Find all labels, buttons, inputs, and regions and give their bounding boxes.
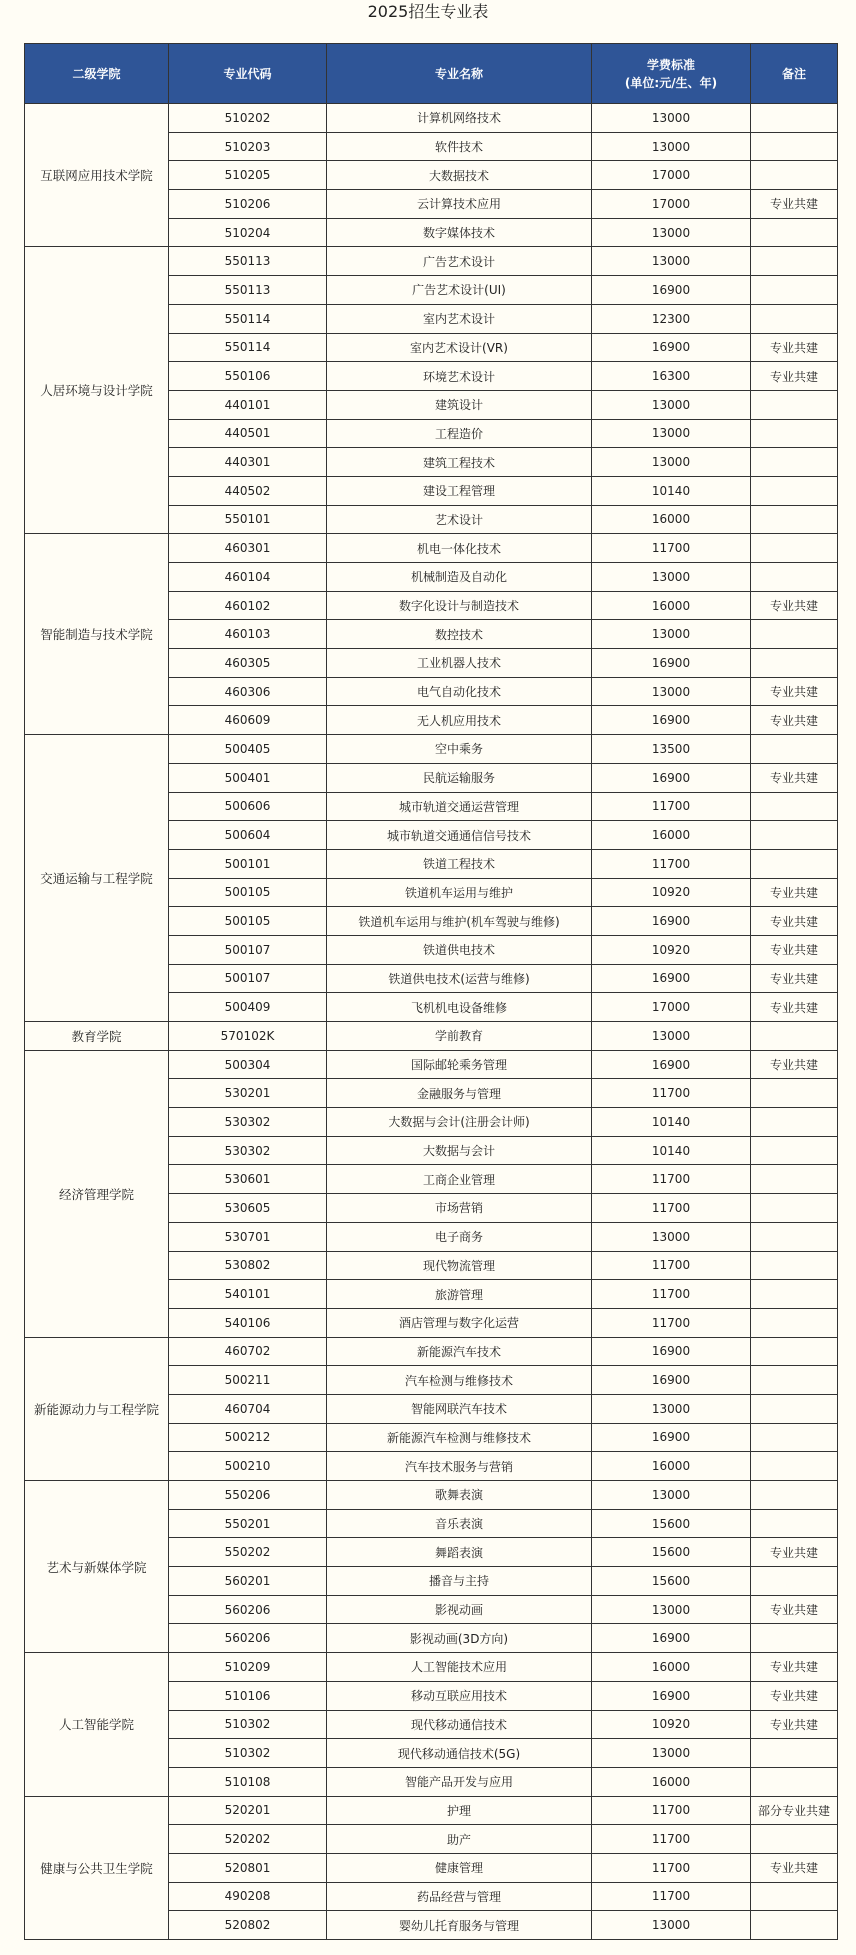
note-cell <box>751 218 838 247</box>
name-cell: 移动互联应用技术 <box>327 1681 592 1710</box>
note-cell <box>751 1481 838 1510</box>
majors-table <box>24 43 838 1940</box>
fee-cell: 16900 <box>592 333 751 362</box>
fee-cell: 16900 <box>592 1050 751 1079</box>
fee-cell: 16000 <box>592 1653 751 1682</box>
college-cell: 互联网应用技术学院 <box>25 104 169 247</box>
name-cell: 学前教育 <box>327 1022 592 1051</box>
note-cell <box>751 1022 838 1051</box>
name-cell: 影视动画 <box>327 1595 592 1624</box>
college-cell: 人工智能学院 <box>25 1653 169 1796</box>
code-cell: 490208 <box>169 1882 327 1911</box>
name-cell: 建筑设计 <box>327 390 592 419</box>
fee-cell: 13000 <box>592 218 751 247</box>
table-row <box>25 1022 838 1051</box>
code-cell: 500105 <box>169 878 327 907</box>
note-cell: 专业共建 <box>751 1595 838 1624</box>
fee-cell: 13000 <box>592 419 751 448</box>
code-cell: 550206 <box>169 1481 327 1510</box>
fee-cell: 11700 <box>592 1825 751 1854</box>
name-cell: 智能产品开发与应用 <box>327 1767 592 1796</box>
note-cell <box>751 476 838 505</box>
code-cell: 460301 <box>169 534 327 563</box>
code-cell: 460102 <box>169 591 327 620</box>
name-cell: 健康管理 <box>327 1853 592 1882</box>
code-cell: 500101 <box>169 849 327 878</box>
header-college: 二级学院 <box>25 44 169 104</box>
code-cell: 550201 <box>169 1509 327 1538</box>
code-cell: 460609 <box>169 706 327 735</box>
note-cell <box>751 132 838 161</box>
code-cell: 510302 <box>169 1739 327 1768</box>
fee-cell: 13000 <box>592 1022 751 1051</box>
fee-cell: 15600 <box>592 1567 751 1596</box>
fee-cell: 11700 <box>592 1308 751 1337</box>
code-cell: 560206 <box>169 1595 327 1624</box>
code-cell: 500105 <box>169 907 327 936</box>
name-cell: 汽车技术服务与营销 <box>327 1452 592 1481</box>
fee-cell: 10140 <box>592 476 751 505</box>
header-fee <box>592 44 751 104</box>
fee-cell: 11700 <box>592 1882 751 1911</box>
fee-cell: 13000 <box>592 390 751 419</box>
note-cell <box>751 735 838 764</box>
code-cell: 510106 <box>169 1681 327 1710</box>
note-cell <box>751 1165 838 1194</box>
name-cell: 建设工程管理 <box>327 476 592 505</box>
note-cell <box>751 1509 838 1538</box>
name-cell: 汽车检测与维修技术 <box>327 1366 592 1395</box>
code-cell: 440501 <box>169 419 327 448</box>
name-cell: 机电一体化技术 <box>327 534 592 563</box>
note-cell <box>751 1394 838 1423</box>
name-cell: 数字媒体技术 <box>327 218 592 247</box>
note-cell: 专业共建 <box>751 964 838 993</box>
name-cell: 大数据技术 <box>327 161 592 190</box>
name-cell: 工程造价 <box>327 419 592 448</box>
note-cell <box>751 649 838 678</box>
code-cell: 510206 <box>169 190 327 219</box>
note-cell <box>751 390 838 419</box>
fee-cell: 13000 <box>592 677 751 706</box>
name-cell: 环境艺术设计 <box>327 362 592 391</box>
code-cell: 500107 <box>169 964 327 993</box>
note-cell <box>751 1767 838 1796</box>
fee-cell: 10920 <box>592 1710 751 1739</box>
code-cell: 520802 <box>169 1911 327 1940</box>
name-cell: 新能源汽车技术 <box>327 1337 592 1366</box>
fee-cell: 11700 <box>592 1251 751 1280</box>
fee-cell: 16900 <box>592 1681 751 1710</box>
fee-cell: 16900 <box>592 649 751 678</box>
name-cell: 民航运输服务 <box>327 763 592 792</box>
college-cell: 新能源动力与工程学院 <box>25 1337 169 1480</box>
college-cell: 经济管理学院 <box>25 1050 169 1337</box>
college-cell: 艺术与新媒体学院 <box>25 1481 169 1653</box>
fee-cell: 16900 <box>592 1337 751 1366</box>
note-cell: 专业共建 <box>751 993 838 1022</box>
note-cell: 专业共建 <box>751 878 838 907</box>
name-cell: 铁道工程技术 <box>327 849 592 878</box>
college-cell: 健康与公共卫生学院 <box>25 1796 169 1939</box>
code-cell: 520202 <box>169 1825 327 1854</box>
name-cell: 金融服务与管理 <box>327 1079 592 1108</box>
code-cell: 530802 <box>169 1251 327 1280</box>
fee-cell: 11700 <box>592 534 751 563</box>
code-cell: 460702 <box>169 1337 327 1366</box>
fee-cell: 16000 <box>592 821 751 850</box>
note-cell <box>751 276 838 305</box>
name-cell: 广告艺术设计(UI) <box>327 276 592 305</box>
name-cell: 艺术设计 <box>327 505 592 534</box>
page-title: 2025招生专业表 <box>367 2 489 21</box>
note-cell: 专业共建 <box>751 591 838 620</box>
fee-cell: 13000 <box>592 1911 751 1940</box>
code-cell: 440301 <box>169 448 327 477</box>
note-cell <box>751 620 838 649</box>
name-cell: 数控技术 <box>327 620 592 649</box>
note-cell: 专业共建 <box>751 1710 838 1739</box>
code-cell: 500604 <box>169 821 327 850</box>
fee-cell: 16900 <box>592 1423 751 1452</box>
code-cell: 460306 <box>169 677 327 706</box>
table-row <box>25 1653 838 1682</box>
name-cell: 电子商务 <box>327 1222 592 1251</box>
code-cell: 500107 <box>169 935 327 964</box>
code-cell: 500211 <box>169 1366 327 1395</box>
header-code: 专业代码 <box>169 44 327 104</box>
name-cell: 助产 <box>327 1825 592 1854</box>
name-cell: 云计算技术应用 <box>327 190 592 219</box>
name-cell: 机械制造及自动化 <box>327 563 592 592</box>
name-cell: 铁道供电技术 <box>327 935 592 964</box>
fee-cell: 13000 <box>592 1595 751 1624</box>
note-cell <box>751 1194 838 1223</box>
fee-cell: 15600 <box>592 1509 751 1538</box>
code-cell: 520201 <box>169 1796 327 1825</box>
note-cell <box>751 849 838 878</box>
table-row <box>25 104 838 133</box>
name-cell: 大数据与会计 <box>327 1136 592 1165</box>
college-cell: 教育学院 <box>25 1022 169 1051</box>
code-cell: 460103 <box>169 620 327 649</box>
fee-cell: 17000 <box>592 161 751 190</box>
header-fee-line2: (单位:元/生、年) <box>624 75 718 90</box>
fee-cell: 13000 <box>592 1394 751 1423</box>
name-cell: 播音与主持 <box>327 1567 592 1596</box>
fee-cell: 16900 <box>592 964 751 993</box>
code-cell: 460305 <box>169 649 327 678</box>
code-cell: 550113 <box>169 247 327 276</box>
code-cell: 510302 <box>169 1710 327 1739</box>
code-cell: 570102K <box>169 1022 327 1051</box>
fee-cell: 16000 <box>592 1452 751 1481</box>
table-body <box>25 104 838 1940</box>
header-name: 专业名称 <box>327 44 592 104</box>
name-cell: 建筑工程技术 <box>327 448 592 477</box>
note-cell <box>751 161 838 190</box>
table-header-row <box>25 44 838 104</box>
fee-cell: 16000 <box>592 591 751 620</box>
fee-cell: 10920 <box>592 935 751 964</box>
code-cell: 500606 <box>169 792 327 821</box>
note-cell <box>751 534 838 563</box>
fee-cell: 11700 <box>592 1079 751 1108</box>
note-cell <box>751 1366 838 1395</box>
fee-cell: 16900 <box>592 706 751 735</box>
fee-cell: 11700 <box>592 1853 751 1882</box>
note-cell <box>751 1624 838 1653</box>
note-cell: 专业共建 <box>751 333 838 362</box>
note-cell: 专业共建 <box>751 763 838 792</box>
name-cell: 市场营销 <box>327 1194 592 1223</box>
code-cell: 530201 <box>169 1079 327 1108</box>
fee-cell: 16900 <box>592 276 751 305</box>
name-cell: 新能源汽车检测与维修技术 <box>327 1423 592 1452</box>
note-cell <box>751 1423 838 1452</box>
header-fee-line1: 学费标准 <box>646 57 695 72</box>
code-cell: 460704 <box>169 1394 327 1423</box>
note-cell: 专业共建 <box>751 1050 838 1079</box>
code-cell: 530701 <box>169 1222 327 1251</box>
table-row <box>25 1050 838 1079</box>
code-cell: 560206 <box>169 1624 327 1653</box>
code-cell: 530605 <box>169 1194 327 1223</box>
note-cell <box>751 1567 838 1596</box>
code-cell: 550101 <box>169 505 327 534</box>
note-cell <box>751 1452 838 1481</box>
college-cell: 人居环境与设计学院 <box>25 247 169 534</box>
name-cell: 护理 <box>327 1796 592 1825</box>
code-cell: 500212 <box>169 1423 327 1452</box>
note-cell <box>751 792 838 821</box>
code-cell: 510204 <box>169 218 327 247</box>
name-cell: 大数据与会计(注册会计师) <box>327 1108 592 1137</box>
code-cell: 510209 <box>169 1653 327 1682</box>
code-cell: 530601 <box>169 1165 327 1194</box>
code-cell: 550113 <box>169 276 327 305</box>
name-cell: 铁道机车运用与维护(机车驾驶与维修) <box>327 907 592 936</box>
table-row <box>25 247 838 276</box>
note-cell: 专业共建 <box>751 706 838 735</box>
note-cell <box>751 104 838 133</box>
name-cell: 广告艺术设计 <box>327 247 592 276</box>
note-cell: 专业共建 <box>751 677 838 706</box>
note-cell <box>751 505 838 534</box>
table-row <box>25 1337 838 1366</box>
name-cell: 音乐表演 <box>327 1509 592 1538</box>
name-cell: 铁道供电技术(运营与维修) <box>327 964 592 993</box>
name-cell: 影视动画(3D方向) <box>327 1624 592 1653</box>
note-cell <box>751 1825 838 1854</box>
fee-cell: 11700 <box>592 1165 751 1194</box>
fee-cell: 10140 <box>592 1136 751 1165</box>
code-cell: 560201 <box>169 1567 327 1596</box>
note-cell <box>751 821 838 850</box>
college-cell: 智能制造与技术学院 <box>25 534 169 735</box>
name-cell: 室内艺术设计 <box>327 304 592 333</box>
header-note: 备注 <box>751 44 838 104</box>
name-cell: 药品经营与管理 <box>327 1882 592 1911</box>
code-cell: 550106 <box>169 362 327 391</box>
fee-cell: 17000 <box>592 190 751 219</box>
fee-cell: 10920 <box>592 878 751 907</box>
fee-cell: 11700 <box>592 849 751 878</box>
college-cell: 交通运输与工程学院 <box>25 735 169 1022</box>
note-cell <box>751 1911 838 1940</box>
fee-cell: 11700 <box>592 792 751 821</box>
name-cell: 婴幼儿托育服务与管理 <box>327 1911 592 1940</box>
fee-cell: 13000 <box>592 132 751 161</box>
code-cell: 440502 <box>169 476 327 505</box>
note-cell <box>751 1222 838 1251</box>
note-cell <box>751 1739 838 1768</box>
name-cell: 飞机机电设备维修 <box>327 993 592 1022</box>
code-cell: 510203 <box>169 132 327 161</box>
note-cell: 部分专业共建 <box>751 1796 838 1825</box>
note-cell <box>751 1079 838 1108</box>
fee-cell: 16300 <box>592 362 751 391</box>
table-row <box>25 534 838 563</box>
name-cell: 歌舞表演 <box>327 1481 592 1510</box>
note-cell <box>751 1882 838 1911</box>
code-cell: 510108 <box>169 1767 327 1796</box>
table-row <box>25 735 838 764</box>
note-cell <box>751 304 838 333</box>
code-cell: 550202 <box>169 1538 327 1567</box>
note-cell <box>751 563 838 592</box>
name-cell: 无人机应用技术 <box>327 706 592 735</box>
fee-cell: 16000 <box>592 1767 751 1796</box>
note-cell: 专业共建 <box>751 1538 838 1567</box>
note-cell: 专业共建 <box>751 935 838 964</box>
fee-cell: 17000 <box>592 993 751 1022</box>
fee-cell: 13000 <box>592 247 751 276</box>
note-cell <box>751 448 838 477</box>
fee-cell: 16900 <box>592 907 751 936</box>
fee-cell: 13000 <box>592 448 751 477</box>
table-row <box>25 1481 838 1510</box>
note-cell <box>751 247 838 276</box>
fee-cell: 13500 <box>592 735 751 764</box>
name-cell: 舞蹈表演 <box>327 1538 592 1567</box>
fee-cell: 16900 <box>592 763 751 792</box>
name-cell: 城市轨道交通通信信号技术 <box>327 821 592 850</box>
fee-cell: 13000 <box>592 104 751 133</box>
code-cell: 500210 <box>169 1452 327 1481</box>
name-cell: 数字化设计与制造技术 <box>327 591 592 620</box>
name-cell: 空中乘务 <box>327 735 592 764</box>
fee-cell: 11700 <box>592 1280 751 1309</box>
code-cell: 510205 <box>169 161 327 190</box>
fee-cell: 11700 <box>592 1796 751 1825</box>
name-cell: 工商企业管理 <box>327 1165 592 1194</box>
code-cell: 550114 <box>169 304 327 333</box>
code-cell: 500304 <box>169 1050 327 1079</box>
note-cell <box>751 419 838 448</box>
note-cell: 专业共建 <box>751 907 838 936</box>
name-cell: 工业机器人技术 <box>327 649 592 678</box>
code-cell: 460104 <box>169 563 327 592</box>
code-cell: 530302 <box>169 1108 327 1137</box>
name-cell: 酒店管理与数字化运营 <box>327 1308 592 1337</box>
note-cell: 专业共建 <box>751 362 838 391</box>
fee-cell: 13000 <box>592 563 751 592</box>
fee-cell: 16000 <box>592 505 751 534</box>
fee-cell: 13000 <box>592 1222 751 1251</box>
table-row <box>25 1796 838 1825</box>
note-cell <box>751 1280 838 1309</box>
note-cell: 专业共建 <box>751 1653 838 1682</box>
fee-cell: 13000 <box>592 620 751 649</box>
name-cell: 智能网联汽车技术 <box>327 1394 592 1423</box>
note-cell <box>751 1308 838 1337</box>
fee-cell: 13000 <box>592 1739 751 1768</box>
name-cell: 现代移动通信技术(5G) <box>327 1739 592 1768</box>
name-cell: 现代移动通信技术 <box>327 1710 592 1739</box>
note-cell <box>751 1251 838 1280</box>
note-cell <box>751 1108 838 1137</box>
code-cell: 510202 <box>169 104 327 133</box>
note-cell <box>751 1136 838 1165</box>
fee-cell: 10140 <box>592 1108 751 1137</box>
fee-cell: 16900 <box>592 1624 751 1653</box>
code-cell: 440101 <box>169 390 327 419</box>
name-cell: 电气自动化技术 <box>327 677 592 706</box>
name-cell: 旅游管理 <box>327 1280 592 1309</box>
code-cell: 540106 <box>169 1308 327 1337</box>
code-cell: 500405 <box>169 735 327 764</box>
name-cell: 软件技术 <box>327 132 592 161</box>
name-cell: 人工智能技术应用 <box>327 1653 592 1682</box>
fee-cell: 12300 <box>592 304 751 333</box>
name-cell: 室内艺术设计(VR) <box>327 333 592 362</box>
name-cell: 城市轨道交通运营管理 <box>327 792 592 821</box>
code-cell: 550114 <box>169 333 327 362</box>
code-cell: 500409 <box>169 993 327 1022</box>
note-cell: 专业共建 <box>751 1853 838 1882</box>
code-cell: 530302 <box>169 1136 327 1165</box>
fee-cell: 13000 <box>592 1481 751 1510</box>
name-cell: 计算机网络技术 <box>327 104 592 133</box>
note-cell: 专业共建 <box>751 190 838 219</box>
name-cell: 铁道机车运用与维护 <box>327 878 592 907</box>
code-cell: 520801 <box>169 1853 327 1882</box>
fee-cell: 16900 <box>592 1366 751 1395</box>
code-cell: 540101 <box>169 1280 327 1309</box>
fee-cell: 15600 <box>592 1538 751 1567</box>
fee-cell: 11700 <box>592 1194 751 1223</box>
name-cell: 国际邮轮乘务管理 <box>327 1050 592 1079</box>
note-cell: 专业共建 <box>751 1681 838 1710</box>
note-cell <box>751 1337 838 1366</box>
code-cell: 500401 <box>169 763 327 792</box>
name-cell: 现代物流管理 <box>327 1251 592 1280</box>
